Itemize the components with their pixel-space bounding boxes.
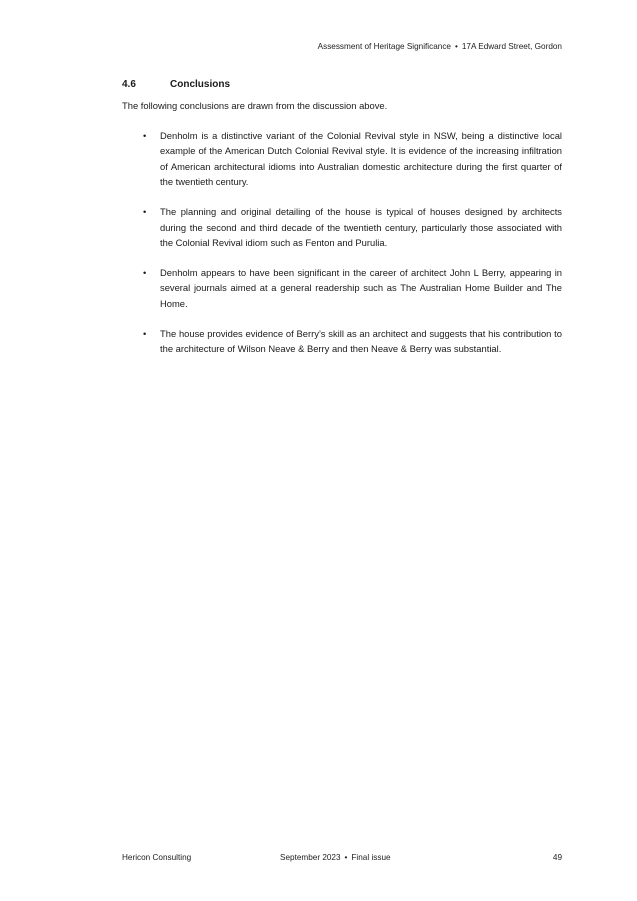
list-item [143,326,562,357]
header-document-title: Assessment of Heritage Significance [317,42,451,51]
list-item-text: Denholm is a distinctive variant of the Colonial Revival style in NSW, being a distinctive local example of the American Dutch Colonial Revival style. It is evidence of the increasing infiltration of American architectural idioms into Australian domestic architecture during the first quarter of the twentieth century. [160,130,562,188]
list-item-text: Denholm appears to have been significant in the career of architect John L Berry, appearing in several journals aimed at a general readership such as The Australian Home Builder and The Home. [160,267,562,309]
page-footer [122,853,562,865]
page-number: 49 [552,853,562,862]
page-header [318,42,562,51]
list-item-text: The house provides evidence of Berry’s skill as an architect and suggests that his contribution to the architecture of Wilson Neave & Berry and then Neave & Berry was substantial. [160,327,562,355]
footer-date: September 2023 [280,853,341,862]
bullet-marker: • [143,206,147,218]
footer-issue-info [280,853,391,862]
bullet-marker: • [143,267,147,279]
footer-company: Hericon Consulting [122,853,192,862]
list-item [143,265,562,311]
header-separator: • [454,42,458,51]
section-heading [122,79,230,90]
bullet-marker: • [143,130,147,141]
list-item [143,204,562,250]
conclusions-list [143,128,562,371]
section-title: Conclusions [170,79,231,90]
footer-status: Final issue [351,853,391,862]
intro-paragraph: The following conclusions are drawn from the discussion above. [122,100,388,111]
section-number: 4.6 [122,79,136,90]
bullet-marker: • [143,327,147,339]
list-item-text: The planning and original detailing of the house is typical of houses designed by architects during the second and third decade of the twentieth century, particularly those associated with the Colonial Revival idiom such as Fenton and Purulia. [160,206,562,249]
footer-separator: • [344,853,348,862]
header-address: 17A Edward Street, Gordon [461,42,562,51]
list-item [143,128,562,190]
